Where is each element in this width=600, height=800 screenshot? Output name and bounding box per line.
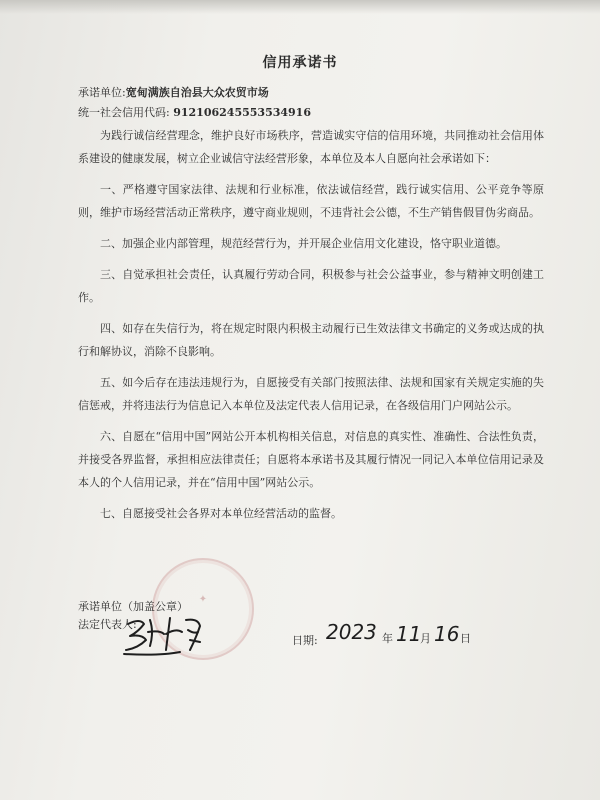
handwritten-signature (120, 610, 210, 660)
signature-rep-label: 法定代表人: (78, 618, 137, 631)
paragraph-3: 三、自觉承担社会责任，认真履行劳动合同，积极参与社会公益事业，参与精神文明创建工作。 (78, 268, 544, 304)
signature-unit-label: 承诺单位（加盖公章） (78, 600, 188, 613)
credit-code-line (78, 104, 311, 120)
page-shadow (0, 0, 600, 14)
paragraph-2: 二、加强企业内部管理，规范经营行为，并开展企业信用文化建设，恪守职业道德。 (100, 237, 507, 250)
date-day-char: 日 (460, 632, 471, 645)
unit-label: 承诺单位: (78, 86, 126, 99)
credit-code-label: 统一社会信用代码: (78, 106, 170, 119)
commitment-body (78, 124, 544, 533)
unit-name: 宽甸满族自治县大众农贸市场 (125, 86, 269, 99)
paragraph-5: 五、如今后存在违法违规行为，自愿接受有关部门按照法律、法规和国家有关规定实施的失信惩戒，并将违法行为信息记入本单位及法定代表人信用记录，在各级信用门户网站公示。 (78, 376, 544, 412)
paragraph-intro: 为践行诚信经营理念，维护良好市场秩序，营造诚实守信的信用环境，共同推动社会信用体系建设的健康发展，树立企业诚信守法经营形象，本单位及本人自愿向社会承诺如下： (78, 129, 544, 165)
credit-code-value: 912106245553534916 (173, 106, 311, 119)
document-title: 信用承诺书 (262, 55, 338, 71)
paragraph-1: 一、严格遵守国家法律、法规和行业标准，依法诚信经营，践行诚实信用、公平竞争等原则，维护市场经营活动正常秩序，遵守商业规则，不违背社会公德，不生产销售假冒伪劣商品。 (78, 183, 544, 219)
date-year: 2023 (326, 620, 377, 644)
paragraph-4: 四、如存在失信行为，将在规定时限内积极主动履行已生效法律文书确定的义务或达成的执行和解协议，消除不良影响。 (78, 322, 544, 358)
date-month: 11 (396, 622, 422, 646)
date-year-char: 年 (382, 632, 393, 645)
paragraph-6: 六、自愿在“信用中国”网站公开本机构相关信息，对信息的真实性、准确性、合法性负责，并接受各界监督，承担相应法律责任；自愿将本承诺书及其履行情况一同记入本单位信用记录及本人的个人信用记录，并在“信用中国”网站公示。 (78, 430, 544, 489)
seal-text: ✦ (198, 594, 208, 605)
date-label: 日期: (292, 634, 318, 647)
paragraph-7: 七、自愿接受社会各界对本单位经营活动的监督。 (100, 507, 342, 520)
date-month-char: 月 (420, 632, 431, 645)
date-day: 16 (434, 622, 460, 646)
unit-line (78, 84, 269, 100)
